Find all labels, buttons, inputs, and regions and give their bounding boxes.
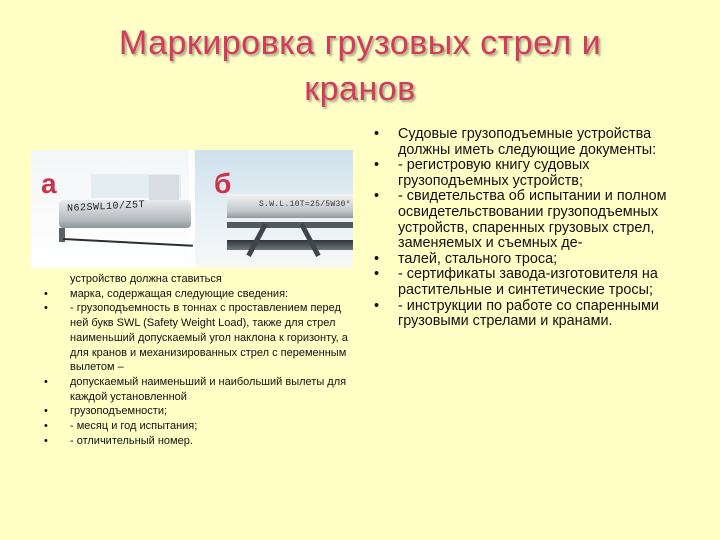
photo-b-lower-rail: [227, 240, 353, 250]
bullet: •: [44, 287, 48, 300]
required-documents-list: [368, 127, 688, 330]
marking-requirements-list: [40, 272, 360, 448]
list-item: [368, 252, 688, 268]
list-item-text: - сертификаты завода-изготовителя на растительные и синтетические тросы;: [398, 266, 658, 298]
list-item: [40, 375, 360, 404]
list-item-text: - отличительный номер.: [70, 434, 193, 447]
bullet: •: [44, 405, 48, 418]
bullet: •: [374, 297, 380, 314]
list-item-text: грузоподъемности;: [70, 405, 168, 418]
boom-marking-photo: [31, 150, 353, 268]
page-title: [40, 20, 680, 112]
bullet: •: [44, 302, 48, 315]
bullet: •: [374, 188, 380, 205]
list-item: [368, 299, 688, 330]
list-item: [368, 158, 688, 189]
bullet: •: [374, 250, 380, 267]
list-item-text: - инструкции по работе со спаренными грузовыми стрелами и кранами.: [398, 297, 659, 330]
list-item-text: устройство должна ставиться: [70, 273, 222, 285]
bullet: •: [44, 420, 48, 433]
list-item: [40, 404, 360, 419]
list-item-text: допускаемый наименьший и наибольший вылеты для каждой установленной: [70, 375, 347, 403]
photo-label-b: б: [214, 168, 232, 199]
list-item-text: марка, содержащая следующие сведения:: [70, 287, 289, 300]
list-item: [368, 267, 688, 298]
photo-a-marking: N62SWL10/Z5T: [67, 199, 146, 216]
bullet: •: [374, 266, 380, 283]
photo-b-marking: S.W.L.10T=25/5W30°: [259, 200, 351, 209]
photo-a-mast: [149, 175, 179, 201]
list-item-text: - свидетельства об испытании и полном освидетельствовании грузоподъемных устройств, спаренных грузовых стрел, заменяемых и съемных де-: [398, 188, 667, 252]
title-line-1: Маркировка грузовых стрел и: [118, 24, 602, 62]
bullet: •: [44, 434, 48, 447]
list-item-text: талей, стального троса;: [398, 250, 558, 267]
bullet: •: [374, 126, 380, 142]
list-item: [40, 287, 360, 302]
list-item: [368, 127, 688, 158]
photo-b-rail: [227, 222, 353, 228]
list-item-text: - регистровую книгу судовых грузоподъемных устройств;: [398, 157, 590, 189]
list-item: [40, 434, 360, 449]
list-item-text: - месяц и год испытания;: [70, 420, 198, 433]
bullet: •: [374, 157, 380, 174]
list-item-text: - грузоподъемность в тоннах с проставлением перед ней букв SWL (Safety Weight Load), также для стрел наименьший допускаемый угол наклона к горизонту, а для кранов и механизированных стрел с переменным вылетом –: [70, 302, 348, 374]
list-item: [368, 189, 688, 251]
list-item: [40, 419, 360, 434]
list-item-text: Судовые грузоподъемные устройства должны иметь следующие документы:: [398, 126, 657, 158]
list-item: [40, 272, 360, 287]
photo-label-a: а: [41, 168, 57, 199]
list-item: [40, 301, 360, 375]
title-line-2: кранов: [304, 70, 416, 108]
bullet: •: [44, 375, 48, 388]
